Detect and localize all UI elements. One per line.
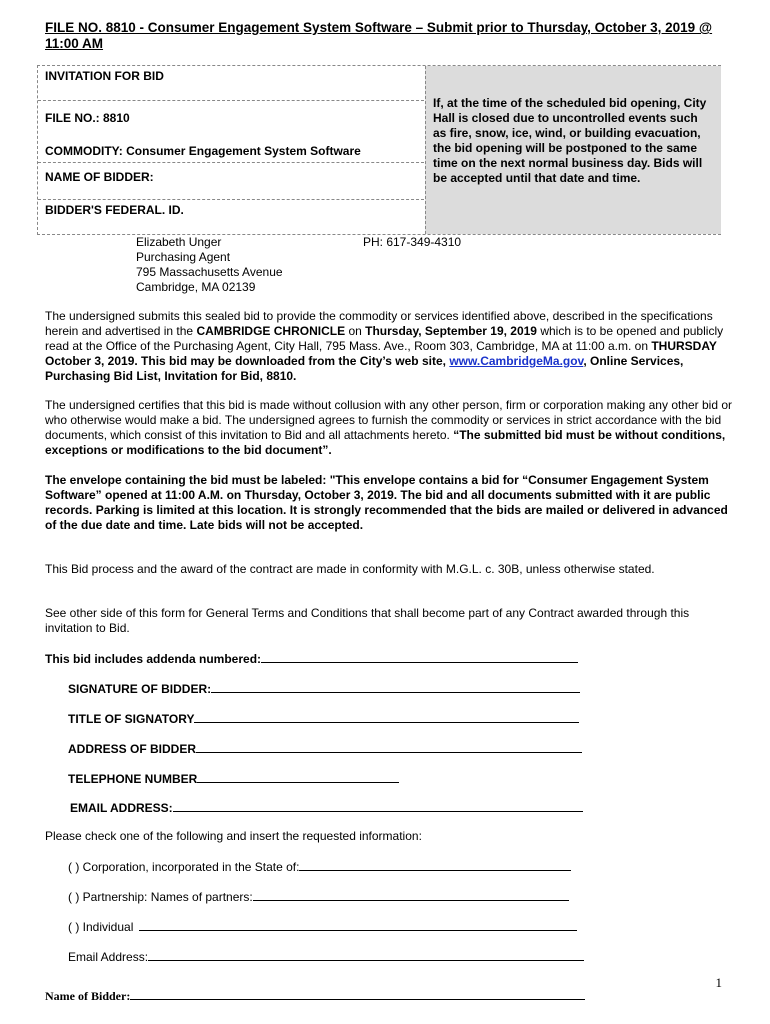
invitation-heading: INVITATION FOR BID [45, 69, 164, 83]
address-label: ADDRESS OF BIDDER [68, 742, 197, 756]
corporation-option[interactable] [68, 859, 571, 875]
title-input-line[interactable] [194, 711, 579, 723]
contact-name: Elizabeth Unger [136, 235, 222, 249]
email-address-line[interactable] [148, 949, 584, 961]
partnership-label: ( ) Partnership: Names of partners: [68, 890, 253, 904]
signature-input-line[interactable] [211, 681, 580, 693]
email-address-option [68, 949, 584, 965]
paragraph-envelope-label: The envelope containing the bid must be labeled: "This envelope contains a bid for “Consumer Engagement System Software” opened at 11:00 A.M. on Thursday, October 3, 2019. The bid and all documents submitted with it are public records. Parking is limited at this location. It is strongly recommended that the bids are mailed or delivered in advanced of the due date and time. Late bids will not be accepted. [45, 473, 728, 532]
partners-names-line[interactable] [253, 889, 569, 901]
address-field [68, 741, 582, 757]
row-divider [38, 199, 424, 200]
individual-option[interactable] [68, 919, 577, 935]
addenda-field [45, 651, 578, 667]
document-title: FILE NO. 8810 - Consumer Engagement System Software – Submit prior to Thursday, October 3, 2019 @ 11:00 AM [45, 20, 713, 51]
telephone-field [68, 771, 399, 787]
federal-id-label: BIDDER'S FEDERAL. ID. [45, 203, 184, 217]
paragraph-certification [45, 398, 735, 458]
email-address-label: Email Address: [68, 950, 149, 964]
addenda-input-line[interactable] [261, 651, 578, 663]
text: which is to be opened and publicly read at the Office of the Purchasing Agent, City Hall, 795 Mass. Ave., Room 303, Cambridge, MA at 11:00 a.m. on [45, 324, 724, 353]
email-label: EMAIL ADDRESS: [70, 801, 173, 815]
row-divider [38, 162, 424, 163]
name-of-bidder-label: NAME OF BIDDER: [45, 170, 154, 184]
opening-date: THURSDAY October 3, 2019. This bid may be downloaded from the City’s web site, [45, 339, 717, 368]
signature-label: SIGNATURE OF BIDDER: [68, 682, 212, 696]
newspaper-name: CAMBRIDGE CHRONICLE [196, 324, 346, 338]
contact-city: Cambridge, MA 02139 [136, 280, 256, 294]
signature-field [68, 681, 580, 697]
invitation-box [37, 65, 721, 235]
individual-name-line[interactable] [139, 919, 577, 931]
no-conditions-statement: “The submitted bid must be without conditions, exceptions or modifications to the bid document”. [45, 428, 726, 457]
telephone-input-line[interactable] [197, 771, 399, 783]
row-divider [38, 100, 424, 101]
text: The undersigned submits this sealed bid to provide the commodity or services identified above, described in the specifications herein and advertised in the [45, 309, 713, 338]
commodity-label: COMMODITY: Consumer Engagement System Software [45, 144, 361, 158]
paragraph-submission [45, 309, 735, 384]
contact-street: 795 Massachusetts Avenue [136, 265, 283, 279]
email-field [70, 800, 583, 816]
closure-note-panel [425, 66, 721, 234]
check-instructions: Please check one of the following and insert the requested information: [45, 829, 422, 843]
partnership-option[interactable] [68, 889, 569, 905]
purchasing-contact [136, 235, 283, 295]
file-no-label: FILE NO.: 8810 [45, 111, 130, 125]
corporation-label: ( ) Corporation, incorporated in the State of: [68, 860, 300, 874]
advertised-date: Thursday, September 19, 2019 [365, 324, 537, 338]
address-input-line[interactable] [196, 741, 582, 753]
corporation-state-line[interactable] [299, 859, 571, 871]
footer-name-label: Name of Bidder: [45, 989, 131, 1003]
paragraph-mgl: This Bid process and the award of the contract are made in conformity with M.G.L. c. 30B, unless otherwise stated. [45, 562, 655, 576]
text: The undersigned certifies that this bid is made without collusion with any other person, firm or corporation making any other bid or who otherwise would make a bid. The undersigned agrees to furnish the commodity or services in strict accordance with the bid documents, which consist of this invitation to Bid and all attachments hereto. [45, 398, 733, 442]
footer-name-of-bidder [45, 988, 585, 1004]
closure-note: If, at the time of the scheduled bid opening, City Hall is closed due to uncontrolled events such as fire, snow, ice, wind, or building evacuation, the bid opening will be postponed to the same time on the next normal business day. Bids will be accepted until that date and time. [433, 96, 707, 185]
telephone-label: TELEPHONE NUMBER [68, 772, 198, 786]
footer-name-line[interactable] [130, 988, 585, 1000]
addenda-label: This bid includes addenda numbered: [45, 652, 262, 666]
title-field [68, 711, 579, 727]
individual-label: ( ) Individual [68, 920, 134, 934]
title-label: TITLE OF SIGNATORY [68, 712, 195, 726]
bid-info-column [38, 66, 424, 234]
page-number: 1 [715, 975, 722, 990]
city-website-link[interactable]: www.CambridgeMa.gov [449, 354, 584, 368]
paragraph-terms: See other side of this form for General Terms and Conditions that shall become part of any Contract awarded through this invitation to Bid. [45, 606, 690, 635]
contact-phone: PH: 617-349-4310 [363, 235, 462, 249]
contact-role: Purchasing Agent [136, 250, 231, 264]
text: on [345, 324, 366, 338]
email-input-line[interactable] [173, 800, 583, 812]
download-instructions: , Online Services, Purchasing Bid List, Invitation for Bid, 8810. [45, 354, 684, 383]
